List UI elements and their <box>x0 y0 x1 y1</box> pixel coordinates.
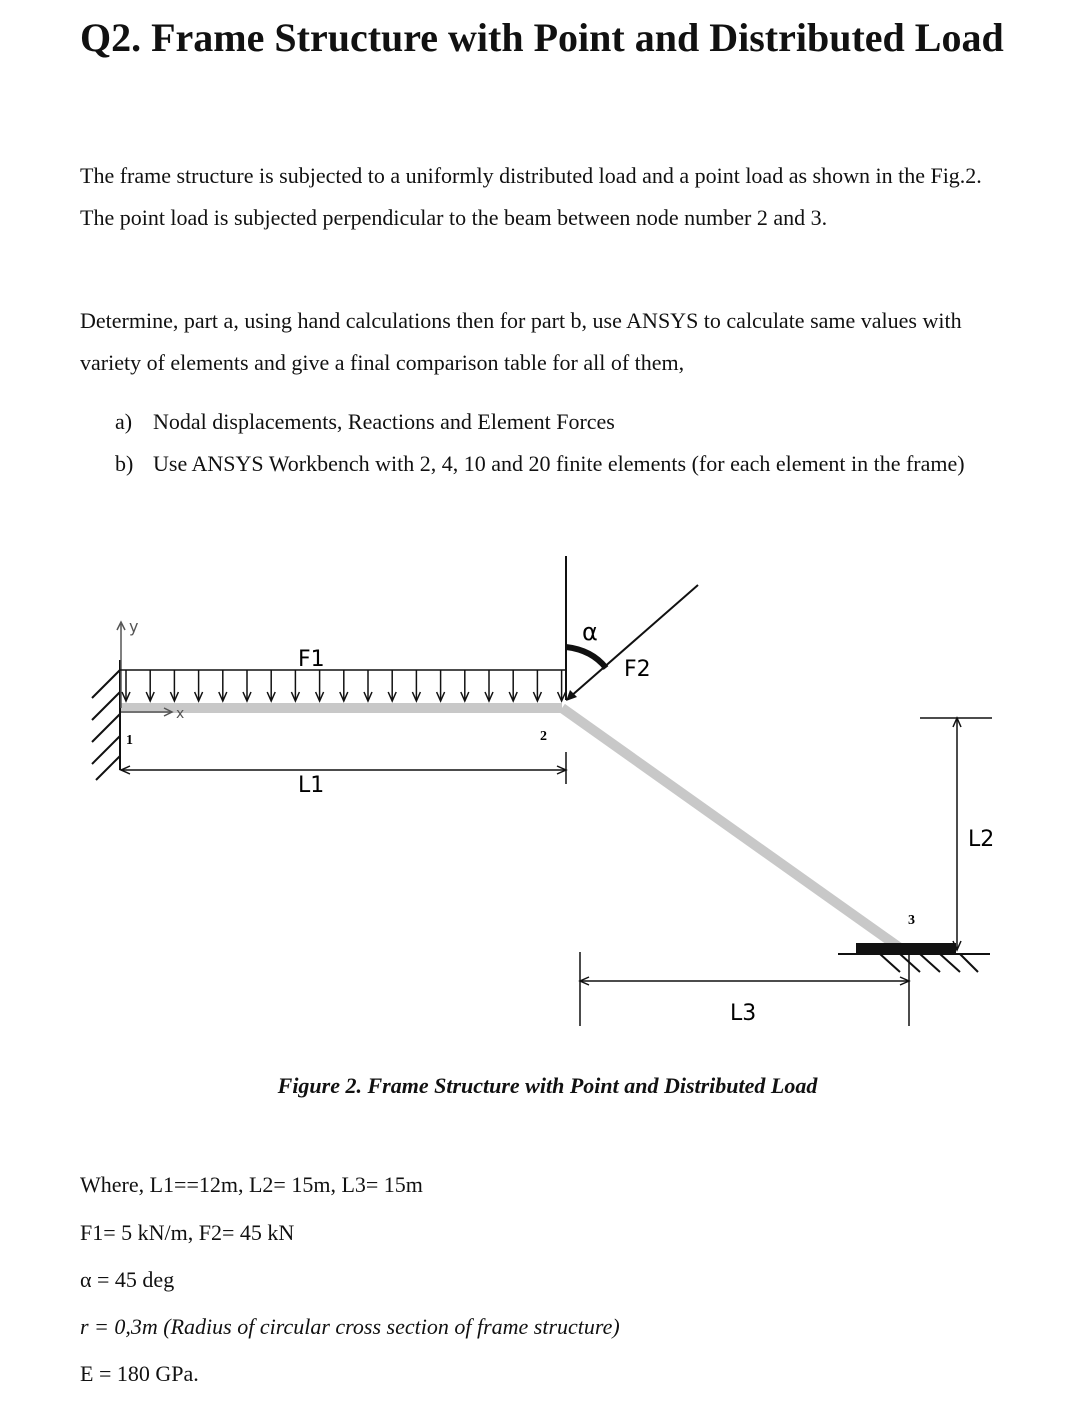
support-hatching <box>838 954 990 972</box>
node-1-label: 1 <box>126 733 133 748</box>
frame-diagram <box>0 540 1080 1040</box>
alpha-angle-arc <box>566 647 606 668</box>
given-modulus: E = 180 GPa. <box>80 1361 199 1386</box>
f2-label: F2 <box>624 657 651 682</box>
axes-icon <box>117 622 172 716</box>
l2-label: L2 <box>968 827 995 852</box>
x-axis-label: x <box>176 706 185 722</box>
fixed-support-left <box>92 660 120 780</box>
distributed-load <box>120 670 566 701</box>
l3-label: L3 <box>730 1001 757 1026</box>
load-arrows-group <box>122 670 566 701</box>
list-marker: a) <box>115 409 133 434</box>
list-item-text: Nodal displacements, Reactions and Element Forces <box>153 409 615 434</box>
f1-label: F1 <box>298 647 325 672</box>
list-item-text: Use ANSYS Workbench with 2, 4, 10 and 20 finite elements (for each element in the frame) <box>153 451 965 476</box>
given-radius: r = 0,3m (Radius of circular cross section of frame structure) <box>80 1314 620 1339</box>
list-marker: b) <box>115 451 134 476</box>
list-item <box>115 401 1025 443</box>
dimension-l1 <box>121 752 566 784</box>
page-title: Q2. Frame Structure with Point and Distributed Load <box>80 15 1004 60</box>
task-paragraph: Determine, part a, using hand calculations then for part b, use ANSYS to calculate same values with variety of elements and give a final comparison table for all of them, <box>80 308 962 375</box>
y-axis-label: y <box>129 617 139 636</box>
given-angle: α = 45 deg <box>80 1267 175 1292</box>
beam-inclined <box>562 708 900 948</box>
given-forces: F1= 5 kN/m, F2= 45 kN <box>80 1220 295 1245</box>
given-lengths: Where, L1==12m, L2= 15m, L3= 15m <box>80 1172 423 1197</box>
fixed-support-bottom <box>856 943 956 954</box>
l1-label: L1 <box>298 773 325 798</box>
intro-paragraph: The frame structure is subjected to a uniformly distributed load and a point load as shown in the Fig.2. The point load is subjected perpendicular to the beam between node number 2 and 3. <box>80 163 982 230</box>
alpha-label: α <box>582 618 598 646</box>
task-list <box>115 401 1025 485</box>
node-3-label: 3 <box>908 913 915 928</box>
figure-caption: Figure 2. Frame Structure with Point and Distributed Load <box>277 1073 818 1098</box>
node-2-label: 2 <box>540 729 547 744</box>
list-item <box>115 443 1025 485</box>
